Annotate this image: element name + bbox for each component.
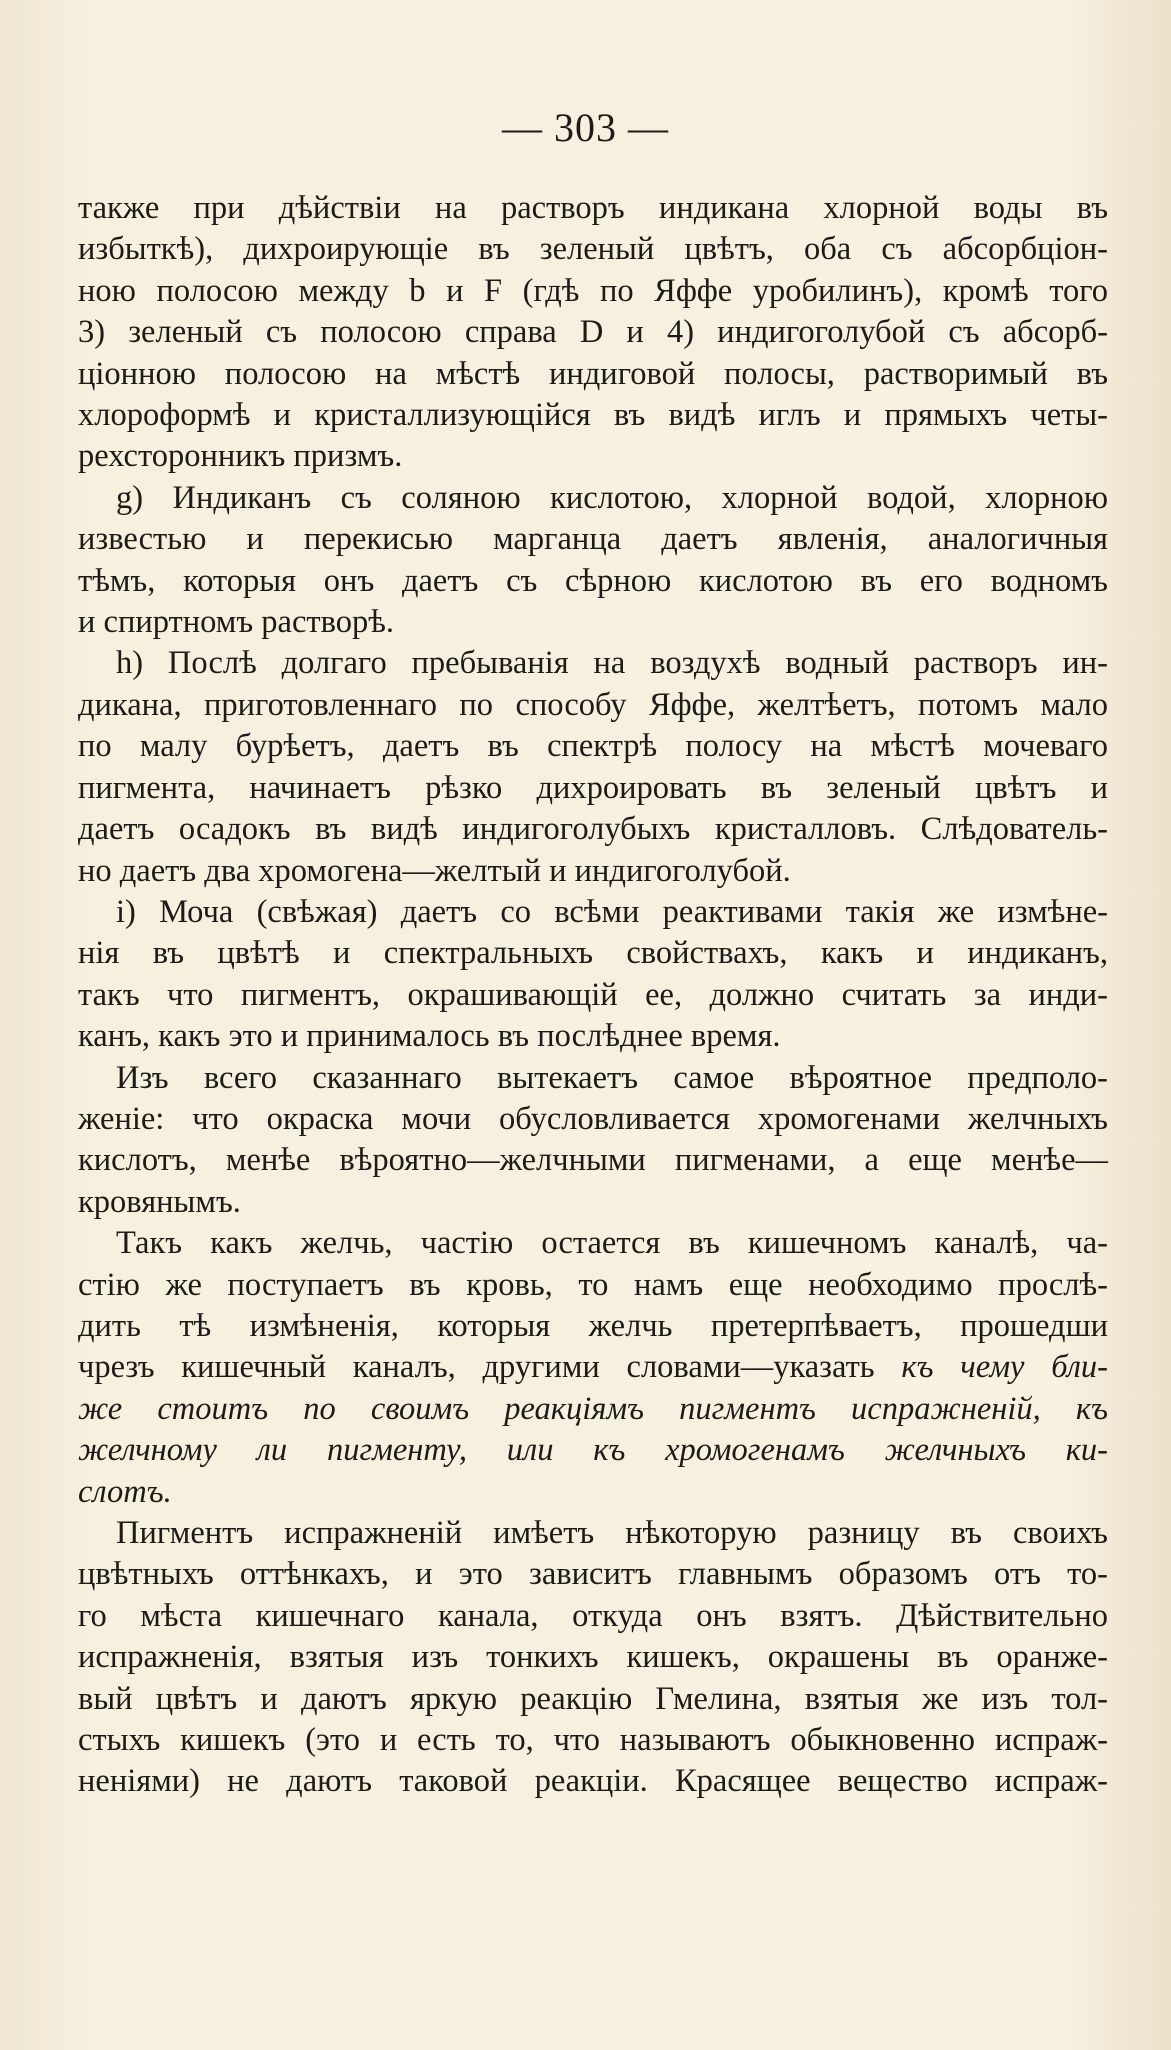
text-line: вый цвѣтъ и даютъ яркую реакцію Гмелина, взятыя же изъ тол- <box>78 1680 1108 1717</box>
text-line: известью и перекисью марганца даетъ явленія, аналогичныя <box>78 521 1108 558</box>
text-line: но даетъ два хромогена—желтый и индигоголубой. <box>78 852 791 889</box>
text-line: избыткѣ), дихроирующіе въ зеленый цвѣтъ, оба съ абсорбціон- <box>78 231 1108 268</box>
text-line: го мѣста кишечнаго канала, откуда онъ взятъ. Дѣйствительно <box>78 1597 1108 1634</box>
text-line: Пигментъ испражненій имѣетъ нѣкоторую разницу въ своихъ <box>116 1515 1108 1551</box>
text-line <box>78 1472 1108 1513</box>
text-line: h) Послѣ долгаго пребыванія на воздухѣ водный растворъ ин- <box>116 645 1108 682</box>
text-line: кровянымъ. <box>78 1183 241 1220</box>
text-line <box>78 1430 1108 1471</box>
text-line: канъ, какъ это и принималось въ послѣднее время. <box>78 1018 781 1055</box>
text-line: такъ что пигментъ, окрашивающій ее, должно считать за инди- <box>78 976 1108 1013</box>
italic-segment: слотъ. <box>78 1473 172 1510</box>
text-line: стыхъ кишекъ (это и есть то, что называютъ обыкновенно испраж- <box>78 1722 1108 1759</box>
text-line: g) Индиканъ съ соляною кислотою, хлорной водой, хлорною <box>116 479 1108 516</box>
text-line: i) Моча (свѣжая) даетъ со всѣми реактивами такія же измѣне- <box>116 893 1108 930</box>
text-line: нія въ цвѣтѣ и спектральныхъ свойствахъ, какъ и индиканъ, <box>78 935 1108 972</box>
text-line: рехсторонникъ призмъ. <box>78 438 403 475</box>
text-line: испражненія, взятыя изъ тонкихъ кишекъ, окрашены въ оранже- <box>78 1639 1108 1676</box>
text-line: также при дѣйствіи на растворъ индикана хлорной воды въ <box>78 190 1108 226</box>
body-text <box>78 188 1108 1803</box>
text-line: и спиртномъ растворѣ. <box>78 604 394 641</box>
text-line: кислотъ, менѣе вѣроятно—желчными пигменами, а еще менѣе— <box>78 1142 1108 1179</box>
text-line: ціонною полосою на мѣстѣ индиговой полосы, растворимый въ <box>78 355 1108 392</box>
text-line <box>78 1389 1108 1430</box>
text-line: по малу бурѣетъ, даетъ въ спектрѣ полосу на мѣстѣ мочеваго <box>78 728 1108 765</box>
text-line: хлороформѣ и кристаллизующійся въ видѣ иглъ и прямыхъ четы- <box>78 397 1108 434</box>
text-line: ною полосою между b и F (гдѣ по Яффе уробилинъ), кромѣ того <box>78 272 1108 309</box>
text-line: дикана, приготовленнаго по способу Яффе, желтѣетъ, потомъ мало <box>78 686 1108 723</box>
text-line: дить тѣ измѣненія, которыя желчь претерпѣваетъ, прошедши <box>78 1307 1108 1344</box>
italic-segment: къ чему бли- <box>901 1349 1109 1386</box>
text-line: тѣмъ, которыя онъ даетъ съ сѣрною кислотою въ его водномъ <box>78 562 1108 599</box>
text-line: даетъ осадокъ въ видѣ индигоголубыхъ кристалловъ. Слѣдователь- <box>78 811 1108 848</box>
text-line: неніями) не даютъ таковой реакціи. Красящее вещество испраж- <box>78 1763 1108 1800</box>
text-line: женіе: что окраска мочи обусловливается хромогенами желчныхъ <box>78 1100 1108 1137</box>
text-line: стію же поступаетъ въ кровь, то намъ еще необходимо прослѣ- <box>78 1266 1108 1303</box>
italic-segment: желчному ли пигменту, или къ хромогенамъ желчныхъ ки- <box>78 1432 1108 1469</box>
text-segment: чрезъ кишечный каналъ, другими словами—указать <box>78 1349 875 1386</box>
text-line: 3) зеленый съ полосою справа D и 4) индигоголубой съ абсорб- <box>78 314 1108 351</box>
text-line: пигмента, начинаетъ рѣзко дихроировать въ зеленый цвѣтъ и <box>78 769 1108 806</box>
text-line: Такъ какъ желчь, частію остается въ кишечномъ каналѣ, ча- <box>116 1225 1108 1262</box>
italic-segment: же стоитъ по своимъ реакціямъ пигментъ испражненій, къ <box>78 1390 1108 1427</box>
page-number: — 303 — <box>502 105 669 150</box>
text-line <box>78 1347 1108 1388</box>
text-line: цвѣтныхъ оттѣнкахъ, и это зависитъ главнымъ образомъ отъ то- <box>78 1556 1108 1593</box>
text-line: Изъ всего сказаннаго вытекаетъ самое вѣроятное предполо- <box>116 1059 1108 1096</box>
